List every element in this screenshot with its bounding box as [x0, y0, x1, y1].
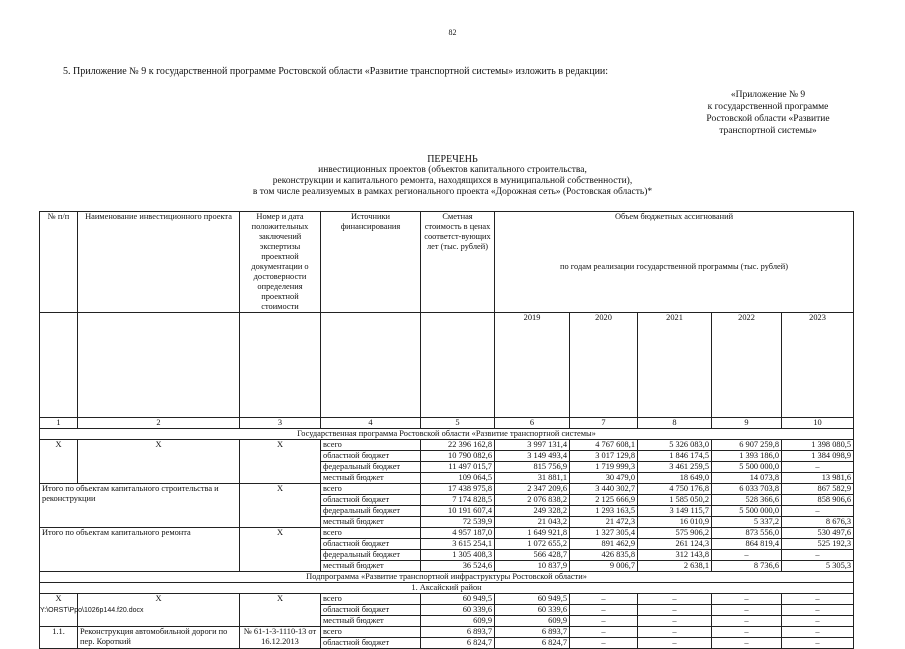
value-cell: 1 846 174,5: [638, 451, 712, 462]
header-year: 2023: [782, 313, 854, 418]
value-cell: 60 949,5: [421, 594, 495, 605]
value-cell: –: [782, 627, 854, 638]
group-program: [40, 440, 854, 484]
value-cell: 2 638,1: [638, 561, 712, 572]
value-cell: 8 736,6: [712, 561, 782, 572]
value-cell: 6 893,7: [421, 627, 495, 638]
value-cell: 22 396 162,8: [421, 440, 495, 451]
funding-source-cell: всего: [321, 440, 421, 451]
value-cell: 3 461 259,5: [638, 462, 712, 473]
value-cell: –: [782, 638, 854, 649]
column-number: 4: [321, 418, 421, 429]
section-subprogram: Подпрограмма «Развитие транспортной инфраструктуры Ростовской области»: [40, 572, 854, 583]
value-cell: –: [782, 462, 854, 473]
section-program: Государственная программа Ростовской области «Развитие транспортной системы»: [40, 429, 854, 440]
value-cell: 6 893,7: [495, 627, 570, 638]
funding-source-cell: всего: [321, 528, 421, 539]
value-cell: 9 006,7: [570, 561, 638, 572]
value-cell: 528 366,6: [712, 495, 782, 506]
value-cell: 566 428,7: [495, 550, 570, 561]
row-number-cell: Х: [40, 594, 78, 627]
value-cell: 10 837,9: [495, 561, 570, 572]
value-cell: 31 881,1: [495, 473, 570, 484]
value-cell: 426 835,8: [570, 550, 638, 561]
file-path-footer: Y:\ORST\Ppo\1026p144.f20.docx: [40, 607, 144, 614]
expertise-cell: Х: [240, 528, 321, 572]
value-cell: –: [712, 594, 782, 605]
header-year: 2022: [712, 313, 782, 418]
appendix-line: транспортной системы»: [719, 126, 817, 136]
value-cell: 3 440 302,7: [570, 484, 638, 495]
value-cell: 2 076 838,2: [495, 495, 570, 506]
value-cell: –: [782, 605, 854, 616]
value-cell: 312 143,8: [638, 550, 712, 561]
value-cell: –: [570, 627, 638, 638]
value-cell: –: [570, 605, 638, 616]
value-cell: 60 949,5: [495, 594, 570, 605]
value-cell: 36 524,6: [421, 561, 495, 572]
column-number: 5: [421, 418, 495, 429]
value-cell: 30 479,0: [570, 473, 638, 484]
value-cell: 867 582,9: [782, 484, 854, 495]
header-year: 2019: [495, 313, 570, 418]
row-number-cell: 1.1.: [40, 627, 78, 649]
funding-source-cell: местный бюджет: [321, 561, 421, 572]
value-cell: –: [712, 616, 782, 627]
intro-paragraph: 5. Приложение № 9 к государственной программе Ростовской области «Развитие транспортной системы» изложить в редакции:: [63, 66, 609, 77]
group-repair: [40, 528, 854, 572]
value-cell: 4 750 176,8: [638, 484, 712, 495]
group-item: [40, 627, 854, 649]
funding-source-cell: областной бюджет: [321, 539, 421, 550]
value-cell: –: [782, 616, 854, 627]
value-cell: –: [638, 616, 712, 627]
project-name-cell: Итого по объектам капитального ремонта: [40, 528, 240, 572]
header-volume: Объем бюджетных ассигнований: [495, 212, 854, 263]
column-number: 2: [78, 418, 240, 429]
value-cell: 525 192,3: [782, 539, 854, 550]
value-cell: 2 347 209,6: [495, 484, 570, 495]
funding-source-cell: областной бюджет: [321, 638, 421, 649]
funding-source-cell: областной бюджет: [321, 451, 421, 462]
value-cell: 21 472,3: [570, 517, 638, 528]
table-row: [40, 440, 854, 451]
value-cell: –: [782, 594, 854, 605]
value-cell: 815 756,9: [495, 462, 570, 473]
project-name-cell: Х: [78, 594, 240, 627]
value-cell: –: [638, 594, 712, 605]
row-number-cell: Х: [40, 440, 78, 484]
value-cell: 1 398 080,5: [782, 440, 854, 451]
value-cell: 1 393 186,0: [712, 451, 782, 462]
value-cell: 5 337,2: [712, 517, 782, 528]
expertise-cell: № 61-1-3-1110-13 от 16.12.2013: [240, 627, 321, 649]
expertise-cell: Х: [240, 594, 321, 627]
value-cell: –: [712, 638, 782, 649]
value-cell: –: [638, 627, 712, 638]
value-cell: 60 339,6: [421, 605, 495, 616]
funding-source-cell: всего: [321, 484, 421, 495]
expertise-cell: Х: [240, 440, 321, 484]
value-cell: –: [782, 506, 854, 517]
column-number: 6: [495, 418, 570, 429]
value-cell: 864 819,4: [712, 539, 782, 550]
value-cell: 575 906,2: [638, 528, 712, 539]
value-cell: 10 191 607,4: [421, 506, 495, 517]
value-cell: 17 438 975,8: [421, 484, 495, 495]
value-cell: 11 497 015,7: [421, 462, 495, 473]
value-cell: 6 033 703,8: [712, 484, 782, 495]
value-cell: –: [570, 638, 638, 649]
project-name-cell: Итого по объектам капитального строительства и реконструкции: [40, 484, 240, 528]
value-cell: 1 649 921,8: [495, 528, 570, 539]
value-cell: 1 384 098,9: [782, 451, 854, 462]
appendix-caption: [693, 89, 843, 137]
expertise-cell: Х: [240, 484, 321, 528]
value-cell: 1 293 163,5: [570, 506, 638, 517]
value-cell: 1 585 050,2: [638, 495, 712, 506]
value-cell: –: [638, 605, 712, 616]
group-aksai: [40, 594, 854, 627]
value-cell: 4 957 187,0: [421, 528, 495, 539]
page-number: 82: [448, 28, 457, 37]
value-cell: 891 462,9: [570, 539, 638, 550]
value-cell: 609,9: [495, 616, 570, 627]
funding-source-cell: областной бюджет: [321, 495, 421, 506]
value-cell: 109 064,5: [421, 473, 495, 484]
value-cell: 18 649,0: [638, 473, 712, 484]
heading-title: ПЕРЕЧЕНЬ: [427, 154, 478, 165]
header-cost: Сметная стоимость в ценах соответст-вующих лет (тыс. рублей): [421, 212, 495, 313]
value-cell: 5 326 083,0: [638, 440, 712, 451]
value-cell: 1 327 305,4: [570, 528, 638, 539]
header-year: 2020: [570, 313, 638, 418]
value-cell: 6 824,7: [495, 638, 570, 649]
value-cell: –: [638, 638, 712, 649]
value-cell: 5 500 000,0: [712, 506, 782, 517]
column-numbers-row: [40, 418, 854, 429]
value-cell: 8 676,3: [782, 517, 854, 528]
column-number: 10: [782, 418, 854, 429]
value-cell: 3 149 493,4: [495, 451, 570, 462]
value-cell: 3 149 115,7: [638, 506, 712, 517]
investment-projects-table: [39, 211, 854, 649]
value-cell: 4 767 608,1: [570, 440, 638, 451]
value-cell: –: [712, 550, 782, 561]
value-cell: 13 981,6: [782, 473, 854, 484]
project-name-cell: Х: [78, 440, 240, 484]
table-row: [40, 627, 854, 638]
header-expertise: Номер и дата положительных заключений экспертизы проектной документации о достоверности определения проектной стоимости: [240, 212, 321, 313]
value-cell: 60 339,6: [495, 605, 570, 616]
value-cell: 261 124,3: [638, 539, 712, 550]
value-cell: 873 556,0: [712, 528, 782, 539]
value-cell: 858 906,6: [782, 495, 854, 506]
column-number: 7: [570, 418, 638, 429]
value-cell: –: [712, 605, 782, 616]
heading-line: инвестиционных проектов (объектов капитального строительства,: [318, 165, 587, 175]
value-cell: 249 328,2: [495, 506, 570, 517]
value-cell: 1 072 655,2: [495, 539, 570, 550]
value-cell: 6 824,7: [421, 638, 495, 649]
header-volume-sub: по годам реализации государственной программы (тыс. рублей): [495, 262, 854, 313]
value-cell: 14 073,8: [712, 473, 782, 484]
funding-source-cell: федеральный бюджет: [321, 550, 421, 561]
value-cell: 5 305,3: [782, 561, 854, 572]
value-cell: 72 539,9: [421, 517, 495, 528]
funding-source-cell: федеральный бюджет: [321, 506, 421, 517]
appendix-line: к государственной программе: [707, 102, 829, 112]
header-sources: Источники финансирования: [321, 212, 421, 313]
section-district: 1. Аксайский район: [40, 583, 854, 594]
value-cell: 609,9: [421, 616, 495, 627]
header-name: Наименование инвестиционного проекта: [78, 212, 240, 313]
value-cell: 530 497,6: [782, 528, 854, 539]
value-cell: 1 719 999,3: [570, 462, 638, 473]
column-number: 1: [40, 418, 78, 429]
value-cell: 1 305 408,3: [421, 550, 495, 561]
appendix-line: Ростовской области «Развитие: [706, 114, 830, 124]
appendix-line: «Приложение № 9: [730, 90, 806, 100]
funding-source-cell: всего: [321, 594, 421, 605]
funding-source-cell: местный бюджет: [321, 517, 421, 528]
value-cell: 5 500 000,0: [712, 462, 782, 473]
value-cell: –: [782, 550, 854, 561]
funding-source-cell: всего: [321, 627, 421, 638]
document-heading: [0, 154, 905, 198]
heading-line: реконструкции и капитального ремонта, находящихся в муниципальной собственности),: [272, 176, 633, 186]
column-number: 9: [712, 418, 782, 429]
group-capital: [40, 484, 854, 528]
table-row: [40, 484, 854, 495]
value-cell: 16 010,9: [638, 517, 712, 528]
value-cell: 3 997 131,4: [495, 440, 570, 451]
table-row: [40, 528, 854, 539]
funding-source-cell: местный бюджет: [321, 616, 421, 627]
value-cell: –: [570, 594, 638, 605]
funding-source-cell: областной бюджет: [321, 605, 421, 616]
column-number: 8: [638, 418, 712, 429]
table-row: [40, 594, 854, 605]
value-cell: –: [712, 627, 782, 638]
value-cell: 21 043,2: [495, 517, 570, 528]
value-cell: 2 125 666,9: [570, 495, 638, 506]
value-cell: 10 790 082,6: [421, 451, 495, 462]
header-year: 2021: [638, 313, 712, 418]
funding-source-cell: федеральный бюджет: [321, 462, 421, 473]
project-name-cell: Реконструкция автомобильной дороги по пер. Короткий: [78, 627, 240, 649]
column-number: 3: [240, 418, 321, 429]
value-cell: 7 174 828,5: [421, 495, 495, 506]
value-cell: 6 907 259,8: [712, 440, 782, 451]
funding-source-cell: местный бюджет: [321, 473, 421, 484]
value-cell: 3 615 254,1: [421, 539, 495, 550]
value-cell: 3 017 129,8: [570, 451, 638, 462]
header-num: № п/п: [40, 212, 78, 313]
value-cell: –: [570, 616, 638, 627]
heading-line: в том числе реализуемых в рамках регионального проекта «Дорожная сеть» (Ростовская область)*: [252, 187, 653, 197]
